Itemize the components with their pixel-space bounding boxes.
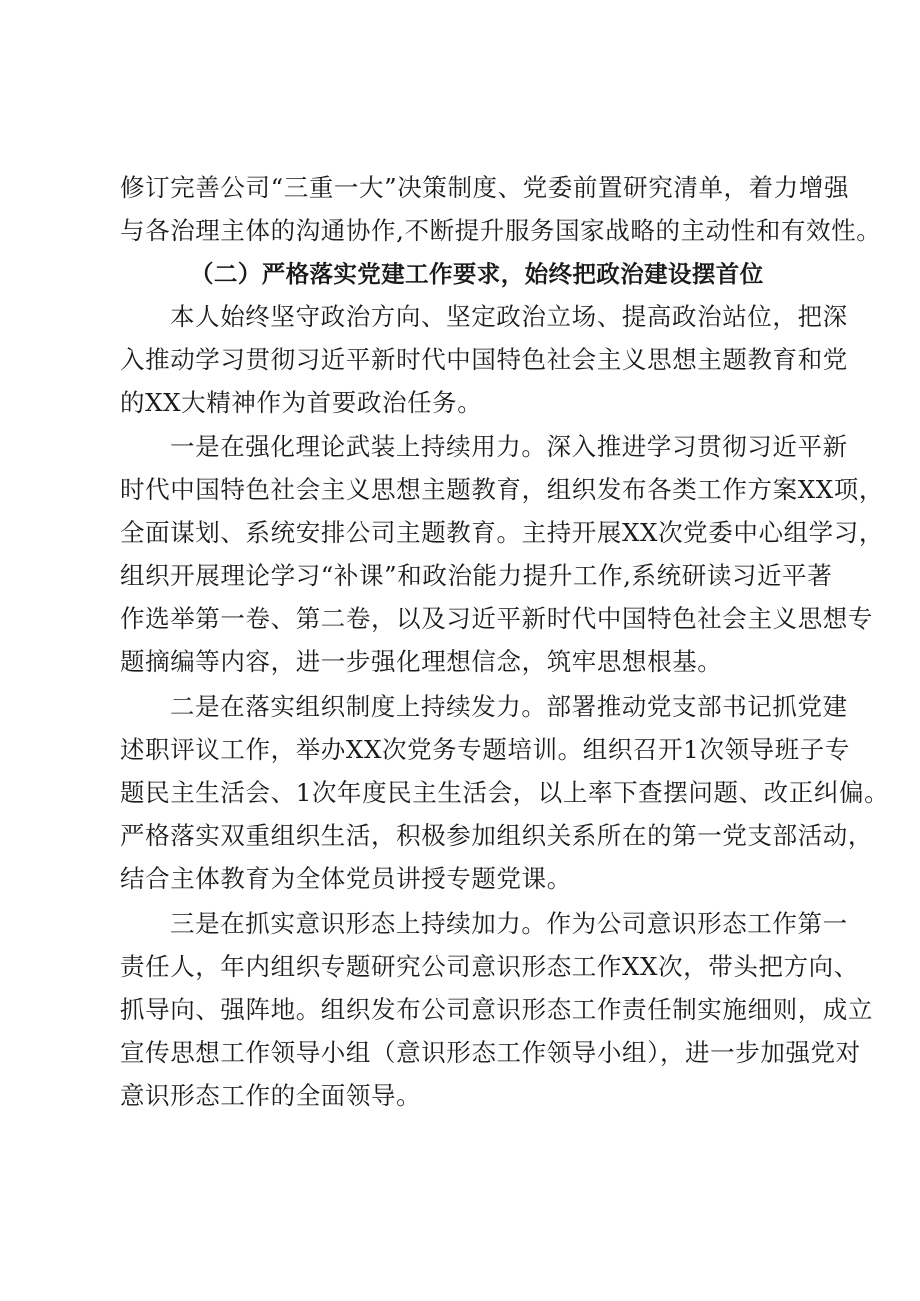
paragraph-line: 严格落实双重组织生活，积极参加组织关系所在的第一党支部活动， <box>120 821 873 850</box>
paragraph-line: 三是在抓实意识形态上持续加力。作为公司意识形态工作第一 <box>170 909 848 938</box>
paragraph-line: 本人始终坚守政治方向、坚定政治立场、提高政治站位，把深 <box>170 302 848 331</box>
paragraph-line: 抓导向、强阵地。组织发布公司意识形态工作责任制实施细则，成立 <box>120 995 873 1024</box>
paragraph-line: 组织开展理论学习“补课”和政治能力提升工作,系统研读习近平著 <box>120 561 833 590</box>
paragraph-line: 一是在强化理论武装上持续用力。深入推进学习贯彻习近平新 <box>170 432 848 461</box>
paragraph-line: 入推动学习贯彻习近平新时代中国特色社会主义思想主题教育和党 <box>120 345 848 374</box>
paragraph-line: 时代中国特色社会主义思想主题教育，组织发布各类工作方案XX项， <box>120 475 884 504</box>
paragraph-line: 二是在落实组织制度上持续发力。部署推动党支部书记抓党建 <box>170 692 848 721</box>
section-heading: （二）严格落实党建工作要求，始终把政治建设摆首位 <box>190 260 764 288</box>
paragraph-line: 结合主体教育为全体党员讲授专题党课。 <box>120 864 572 893</box>
paragraph-line: 作选举第一卷、第二卷，以及习近平新时代中国特色社会主义思想专 <box>120 604 873 633</box>
paragraph-line: 责任人，年内组织专题研究公司意识形态工作XX次，带头把方向、 <box>120 952 859 981</box>
paragraph-line: 修订完善公司“三重一大”决策制度、党委前置研究清单，着力增强 <box>120 173 850 202</box>
paragraph-line: 题民主生活会、1次年度民主生活会，以上率下查摆问题、改正纠偏。 <box>120 778 890 807</box>
paragraph-line: 题摘编等内容，进一步强化理想信念，筑牢思想根基。 <box>120 647 723 676</box>
paragraph-line: 意识形态工作的全面领导。 <box>120 1081 422 1110</box>
paragraph-line: 的XX大精神作为首要政治任务。 <box>120 388 483 417</box>
paragraph-line: 与各治理主体的沟通协作,不断提升服务国家战略的主动性和有效性。 <box>120 216 882 245</box>
paragraph-line: 宣传思想工作领导小组（意识形态工作领导小组），进一步加强党对 <box>120 1038 861 1067</box>
paragraph-line: 全面谋划、系统安排公司主题教育。主持开展XX次党委中心组学习， <box>120 518 884 547</box>
paragraph-line: 述职评议工作，举办XX次党务专题培训。组织召开1次领导班子专 <box>120 735 850 764</box>
